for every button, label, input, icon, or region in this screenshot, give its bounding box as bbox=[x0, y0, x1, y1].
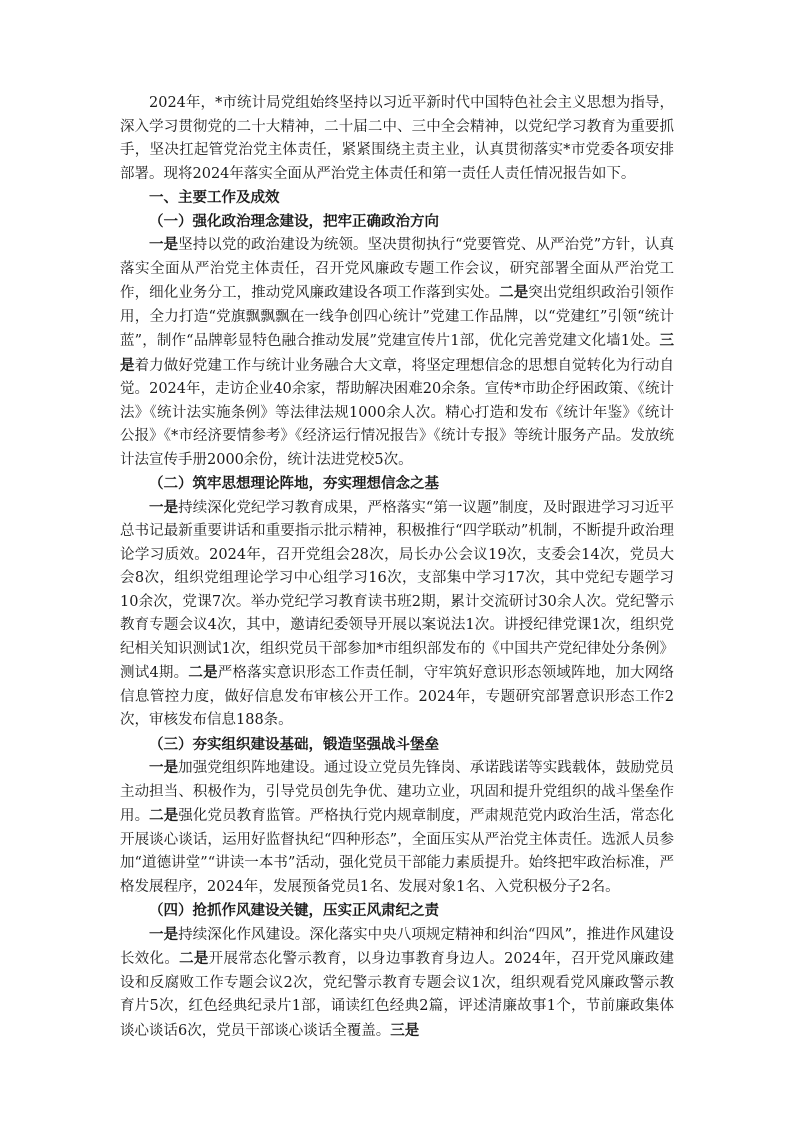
paragraph-text: 严格落实意识形态工作责任制，守牢筑好意识形态领域阵地，加大网络信息管控力度，做好信息发布审核公开工作。2024年，专题研究部署意识形态工作2次，审核发布信息188条。 bbox=[120, 665, 674, 728]
paragraph-text: 持续深化党纪学习教育成果，严格落实“第一议题”制度，及时跟进学习习近平总书记最新重要讲话和重要指示批示精神，积极推行“四学联动”机制，不断提升政治理论学习质效。2024年，召开党组会28次，局长办公会议19次，支委会14次，党员大会8次，组织党组理论学习中心组学习16次，支部集中学习17次，其中党纪专题学习10余次，党课7次。举办党纪学习教育读书班2期，累计交流研讨30余人次。党纪警示教育专题会议4次，其中，邀请纪委领导开展以案说法1次。讲授纪律党课1次，组织党纪相关知识测试1次，组织党员干部参加*市组织部发布的《中国共产党纪律处分条例》测试4期。 bbox=[120, 499, 675, 681]
ordinal-marker: 三是 bbox=[390, 1021, 420, 1039]
part-heading: 一、主要工作及成效 bbox=[149, 189, 280, 206]
ordinal-marker: 二是 bbox=[499, 284, 529, 301]
ordinal-marker: 三是 bbox=[120, 332, 674, 374]
paragraph-text: 持续深化作风建设。深化落实中央八项规定精神和纠治“四风”，推进作风建设长效化。 bbox=[120, 926, 675, 967]
ordinal-marker: 一是 bbox=[149, 925, 179, 943]
paragraph-text: 加强党组织阵地建设。通过设立党员先锋岗、承诺践诺等实践载体，鼓励党员主动担当、积极作为，引导党员创先争优、建功立业，巩固和提升党组织的战斗堡垒作用。 bbox=[120, 760, 674, 824]
section-paragraph bbox=[120, 496, 674, 733]
paragraph-text: 坚持以党的政治建设为统领。坚决贯彻执行“党要管党、从严治党”方针，认真落实全面从严治党主体责任，召开党风廉政专题工作会议，研究部署全面从严治党工作，细化业务分工，推动党风廉政建设各项工作落到实处。 bbox=[120, 237, 675, 301]
ordinal-marker: 一是 bbox=[149, 236, 179, 253]
ordinal-marker: 一是 bbox=[149, 759, 179, 776]
section-heading: （四）抢抓作风建设关键，压实正风肃纪之责 bbox=[149, 902, 439, 919]
section-paragraph bbox=[120, 923, 674, 1044]
ordinal-marker: 二是 bbox=[149, 807, 179, 824]
section-paragraph bbox=[120, 756, 674, 899]
section-paragraph bbox=[120, 233, 674, 472]
intro-paragraph: 2024年，*市统计局党组始终坚持以习近平新时代中国特色社会主义思想为指导，深入学习贯彻党的二十大精神，二十届二中、三中全会精神，以党纪学习教育为重要抓手，坚决扛起管党治党主体责任，紧紧围绕主责主业，认真贯彻落实*市党委各项安排部署。现将2024年落实全面从严治党主体责任和第一责任人责任情况报告如下。 bbox=[120, 95, 674, 182]
section-heading: （二）筑牢思想理论阵地，夯实理想信念之基 bbox=[149, 475, 439, 492]
ordinal-marker: 二是 bbox=[179, 950, 209, 967]
paragraph-text: 强化党员教育监管。严格执行党内规章制度，严肃规范党内政治生活，常态化开展谈心谈话，运用好监督执纪“四种形态”，全面压实从严治党主体责任。选派人员参加“道德讲堂”“讲读一本书”活动，强化党员干部能力素质提升。始终把牢政治标准，严格发展程序，2024年，发展预备党员1名、发展对象1名、入党积极分子2名。 bbox=[120, 808, 675, 895]
section-heading: （三）夯实组织建设基础，锻造坚强战斗堡垒 bbox=[149, 735, 439, 753]
ordinal-marker: 一是 bbox=[149, 498, 179, 516]
paragraph-text: 突出党组织政治引领作用，全力打造“党旗飘飘飘在一线争创四心统计”党建工作品牌，以“党建红”引领“统计蓝”，制作“品牌彰显特色融合推动发展”党建宣传片1部，优化完善党建文化墙1处。 bbox=[120, 285, 675, 349]
ordinal-marker: 二是 bbox=[188, 664, 218, 681]
paragraph-text: 开展常态化警示教育，以身边事教育身边人。2024年，召开党风廉政建设和反腐败工作专题会议2次，党纪警示教育专题会议1次，组织观看党风廉政警示教育片5次，红色经典纪录片1部，诵读红色经典2篇，评述清廉故事1个，节前廉政集体谈心谈话6次，党员干部谈心谈话全覆盖。 bbox=[120, 951, 675, 1039]
paragraph-text: 着力做好党建工作与统计业务融合大文章，将坚定理想信念的思想自觉转化为行动自觉。2024年，走访企业40余家，帮助解决困难20余条。宣传*市助企纾困政策、《统计法》《统计法实施条例》等法律法规1000余人次。精心打造和发布《统计年鉴》《统计公报》《*市经济要情参考》《经济运行情况报告》《统计专报》等统计服务产品。发放统计法宣传手册2000余份，统计法进党校5次。 bbox=[120, 357, 675, 468]
section-heading: （一）强化政治理念建设，把牢正确政治方向 bbox=[149, 212, 439, 230]
